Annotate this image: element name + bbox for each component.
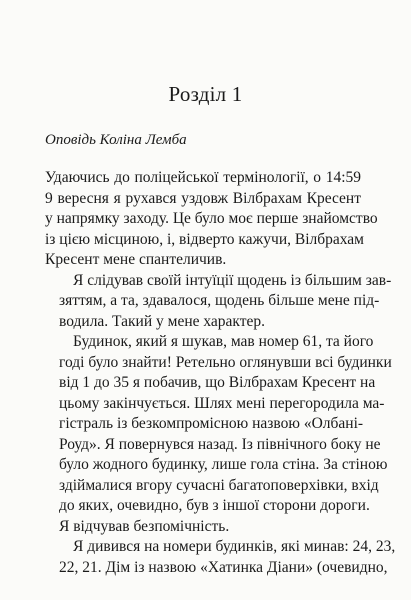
text-line: Я слідував своїй інтуїції щодень із більшим зав-	[73, 271, 392, 289]
text-line: Кресент мене спантеличив.	[45, 251, 227, 268]
paragraph-1	[45, 168, 378, 271]
text-line: Я відчував безпомічність.	[59, 517, 230, 535]
paragraph-3	[45, 332, 392, 537]
text-line: у напрямку заходу. Це було моє перше знайомство	[45, 210, 378, 227]
text-line: від 1 до 35 я побачив, що Вілбрахам Кресент на	[59, 374, 376, 391]
text-line: було жодного будинку, лише гола стіна. За стіною	[59, 456, 388, 473]
text-line: 22, 21. Дім із назвою «Хатинка Діани» (очевидно,	[59, 558, 388, 576]
body-text	[45, 168, 396, 578]
chapter-title: Розділ 1	[168, 82, 243, 106]
text-line: 9 вересня я рухався уздовж Вілбрахам Кресент	[45, 189, 361, 207]
text-line: водила. Такий у мене характер.	[59, 312, 266, 330]
paragraph-2	[45, 271, 392, 333]
paragraph-4	[45, 537, 396, 578]
text-line: годі було знайти! Ретельно оглянувши всі будинки	[59, 353, 392, 371]
text-line: здіймалися вгору сучасні багатоповерхівки, вхід	[59, 476, 379, 494]
text-line: гістраль із безкомпромісною назвою «Олбані-	[59, 415, 364, 432]
text-line: зяттям, а та, здавалося, щодень більше мене під-	[59, 292, 380, 309]
chapter-narrator-subtitle: Оповідь Коліна Лемба	[45, 132, 187, 148]
text-line: Будинок, який я шукав, мав номер 61, та його	[73, 333, 374, 350]
text-line: до яких, очевидно, був з іншої сторони дороги.	[59, 497, 370, 514]
text-line: цьому закінчується. Шлях мені перегородила ма-	[59, 394, 385, 412]
text-line: із цією місциною, і, відверто кажучи, Вілбрахам	[45, 230, 364, 248]
text-line: Я дивився на номери будинків, які минав: 24, 23,	[73, 538, 396, 555]
text-line: Удаючись до поліцейської термінології, о 14:59	[45, 169, 361, 186]
text-line: Роуд». Я повернувся назад. Із північного боку не	[59, 435, 381, 453]
